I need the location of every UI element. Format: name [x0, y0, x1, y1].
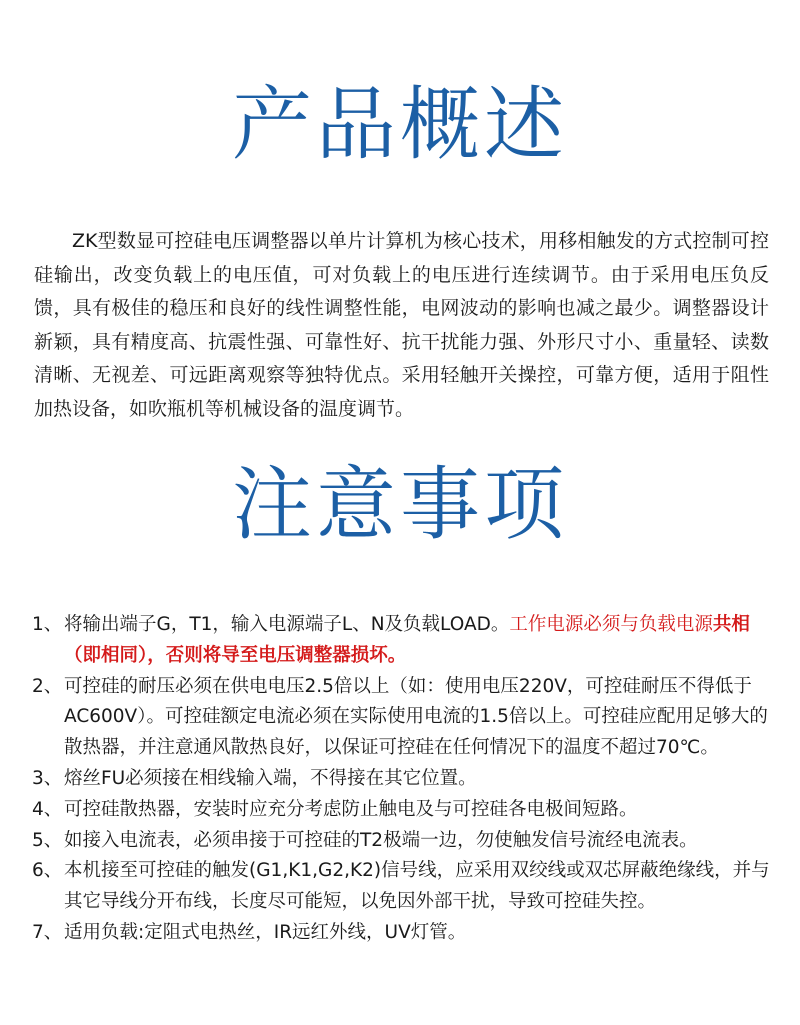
item-number: 2、	[32, 675, 63, 697]
precautions-list	[32, 610, 777, 949]
warning-text: 工作电源必须与负载电源	[509, 614, 713, 635]
item-text: 可控硅散热器，安装时应充分考虑防止触电及与可控硅各电极间短路。	[64, 798, 638, 820]
precaution-item-1	[32, 610, 777, 672]
precaution-item-4	[32, 795, 777, 826]
item-number: 3、	[32, 767, 63, 789]
precaution-item-7	[32, 918, 777, 949]
warning-text-bold: 共相（即相同），否则将导至电压调整器损坏。	[64, 614, 750, 666]
item-text: 将输出端子G，T1，输入电源端子L、N及负载LOAD。	[64, 614, 510, 635]
item-number: 7、	[32, 921, 63, 943]
item-number: 4、	[32, 798, 63, 820]
heading-precautions: 注意事项	[232, 458, 568, 551]
product-overview-paragraph: ZK型数显可控硅电压调整器以单片计算机为核心技术，用移相触发的方式控制可控硅输出，改变负载上的电压值，可对负载上的电压进行连续调节。由于采用电压负反馈，具有极佳的稳压和良好的线性调整性能，电网波动的影响也减之最少。调整器设计新颖，具有精度高、抗震性强、可靠性好、抗干扰能力强、外形尺寸小、重量轻、读数清晰、无视差、可远距离观察等独特优点。采用轻触开关操控，可靠方便，适用于阻性加热设备，如吹瓶机等机械设备的温度调节。	[34, 230, 769, 420]
item-number: 6、	[32, 860, 63, 882]
item-number: 5、	[32, 829, 63, 851]
item-text: 熔丝FU必须接在相线输入端，不得接在其它位置。	[64, 767, 477, 789]
heading-product-overview: 产品概述	[232, 78, 568, 171]
precaution-item-3	[32, 764, 777, 795]
item-text: 如接入电流表，必须串接于可控硅的T2极端一边，勿使触发信号流经电流表。	[64, 829, 698, 851]
precaution-item-2	[32, 672, 777, 764]
precaution-item-5	[32, 826, 777, 857]
item-text: 适用负载:定阻式电热丝，IR远红外线，UV灯管。	[64, 921, 467, 943]
item-number: 1、	[32, 614, 63, 635]
precaution-item-6	[32, 856, 777, 918]
item-text: 可控硅的耐压必须在供电电压2.5倍以上（如：使用电压220V，可控硅耐压不得低于AC600V）。可控硅额定电流必须在实际使用电流的1.5倍以上。可控硅应配用足够大的散热器，并注意通风散热良好，以保证可控硅在任何情况下的温度不超过70℃。	[64, 675, 768, 759]
item-text: 本机接至可控硅的触发(G1,K1,G2,K2)信号线，应采用双绞线或双芯屏蔽绝缘线，并与其它导线分开布线，长度尽可能短，以免因外部干扰，导致可控硅失控。	[64, 860, 770, 913]
